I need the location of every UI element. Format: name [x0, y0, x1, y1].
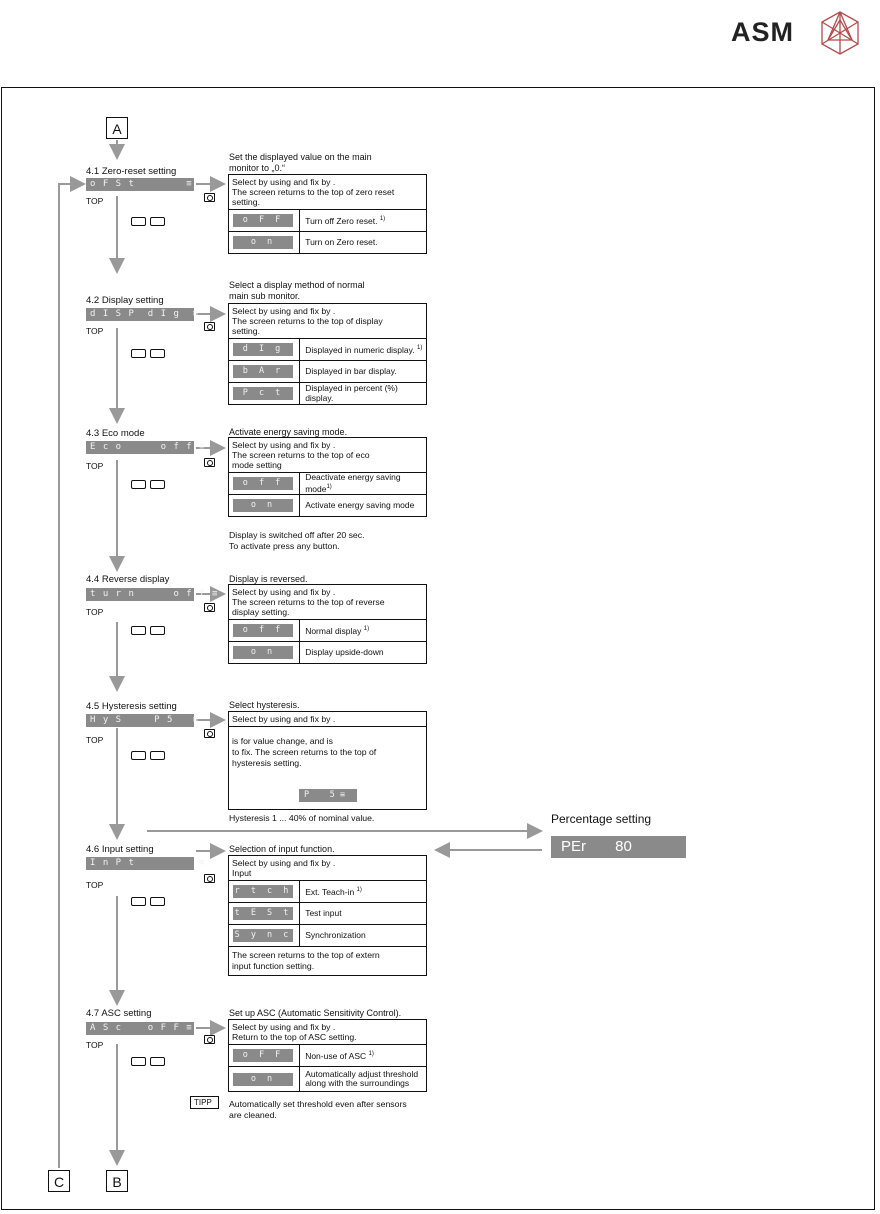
right-button-icon	[150, 626, 165, 635]
top-label: TOP	[86, 880, 104, 890]
left-button-icon	[131, 1057, 146, 1066]
arrow-buttons	[131, 893, 169, 911]
right-button-icon	[150, 349, 165, 358]
option-row: o n Display upside-down	[229, 641, 426, 663]
option-row: t E S t Test input	[229, 902, 426, 924]
top-label: TOP	[86, 196, 104, 206]
top-label: TOP	[86, 1040, 104, 1050]
settings-box: Select by using and fix by . The screen returns to the top of display setting. d I g Displayed in numeric display. $^{1)}$ b A r Displayed in bar display. P c t Displayed in percent (%) display.	[228, 303, 427, 405]
left-button-icon	[131, 626, 146, 635]
hysteresis-lcd: P 5 ≡	[299, 789, 357, 802]
settings-box: Select by using and fix by . is for value change, and is to fix. The screen returns to the top of hysteresis setting. P 5 ≡	[228, 711, 427, 810]
section-description: Set the displayed value on the main monitor to „0.“	[229, 152, 372, 173]
label-c: C	[48, 1170, 70, 1192]
left-button-icon	[131, 751, 146, 760]
option-row: b A r Displayed in bar display.	[229, 360, 426, 382]
section-title: 4.7 ASC setting	[86, 1008, 152, 1019]
tipp-badge: TIPP	[190, 1096, 219, 1109]
lcd-display: E c o o f f ≡	[86, 441, 194, 454]
arrow-buttons	[131, 747, 169, 765]
section-description: Select a display method of normal main sub monitor.	[229, 280, 365, 301]
option-row: d I g Displayed in numeric display. $^{1)}$	[229, 338, 426, 360]
lcd-display: t u r n o f f ≡	[86, 588, 194, 601]
top-label: TOP	[86, 326, 104, 336]
arrow-buttons	[131, 213, 169, 231]
arrow-buttons	[131, 345, 169, 363]
label-b: B	[106, 1170, 128, 1192]
section-description: Display is reversed.	[229, 574, 308, 584]
enter-button-icon	[204, 1035, 215, 1044]
top-label: TOP	[86, 607, 104, 617]
right-button-icon	[150, 1057, 165, 1066]
option-row: o f f Deactivate energy saving mode$^{1)}$	[229, 472, 426, 494]
right-button-icon	[150, 751, 165, 760]
section-description: Activate energy saving mode.	[229, 427, 348, 437]
left-button-icon	[131, 349, 146, 358]
option-row: o n Automatically adjust threshold along with the surroundings	[229, 1066, 426, 1091]
right-button-icon	[150, 217, 165, 226]
top-label: TOP	[86, 461, 104, 471]
option-row: S y n c Synchronization	[229, 924, 426, 946]
enter-button-icon	[204, 603, 215, 612]
label-a: A	[106, 117, 128, 139]
section-title: 4.4 Reverse display	[86, 574, 170, 585]
section-note: Display is switched off after 20 sec. To activate press any button.	[229, 530, 365, 551]
tipp-note: Automatically set threshold even after sensors are cleaned.	[229, 1099, 407, 1120]
percentage-title: Percentage setting	[551, 812, 652, 826]
brand-logo-text: ASM	[731, 17, 794, 47]
arrow-buttons	[131, 622, 169, 640]
top-label: TOP	[86, 735, 104, 745]
lcd-display: I n P t ≡	[86, 857, 194, 870]
section-description: Select hysteresis.	[229, 700, 300, 710]
option-row: P c t Displayed in percent (%) display.	[229, 382, 426, 404]
lcd-display: H y S P 5 ≡	[86, 714, 194, 727]
enter-button-icon	[204, 874, 215, 883]
section-title: 4.1 Zero-reset setting	[86, 166, 177, 177]
section-title: 4.3 Eco mode	[86, 428, 145, 439]
enter-button-icon	[204, 322, 215, 331]
arrow-buttons	[131, 476, 169, 494]
left-button-icon	[131, 480, 146, 489]
section-note: Hysteresis 1 ... 40% of nominal value.	[229, 813, 375, 823]
option-row: o F F Non-use of ASC $^{1)}$	[229, 1044, 426, 1066]
lcd-display: o F S t ≡	[86, 178, 194, 191]
left-button-icon	[131, 897, 146, 906]
right-button-icon	[150, 897, 165, 906]
arrow-buttons	[131, 1053, 169, 1071]
percentage-lcd: PEr 80	[551, 836, 686, 858]
right-button-icon	[150, 480, 165, 489]
lcd-display: A S c o F F ≡	[86, 1022, 194, 1035]
enter-button-icon	[204, 458, 215, 467]
enter-button-icon	[204, 729, 215, 738]
settings-box: Select by using and fix by . The screen returns to the top of zero reset setting. o F F Turn off Zero reset. $^{1)}$ o n Turn on Zero reset.	[228, 174, 427, 254]
section-title: 4.5 Hysteresis setting	[86, 701, 177, 712]
settings-box: Select by using and fix by . The screen returns to the top of eco mode setting o f f Deactivate energy saving mode$^{1)}$ o n Activate energy saving mode	[228, 437, 427, 517]
option-row: r t c h Ext. Teach-in $^{1)}$	[229, 880, 426, 902]
settings-box: Select by using and fix by . Return to the top of ASC setting. o F F Non-use of ASC $^{1)}$ o n Automatically adjust threshold along with the surroundings	[228, 1019, 427, 1092]
enter-button-icon	[204, 193, 215, 202]
section-description: Selection of input function.	[229, 844, 335, 854]
option-row: o f f Normal display $^{1)}$	[229, 619, 426, 641]
settings-box: Select by using and fix by . The screen returns to the top of reverse display setting. o f f Normal display $^{1)}$ o n Display upside-down	[228, 584, 427, 664]
option-row: o n Activate energy saving mode	[229, 494, 426, 516]
section-title: 4.6 Input setting	[86, 844, 154, 855]
section-title: 4.2 Display setting	[86, 295, 164, 306]
left-button-icon	[131, 217, 146, 226]
option-row: o F F Turn off Zero reset. $^{1)}$	[229, 209, 426, 231]
option-row: o n Turn on Zero reset.	[229, 231, 426, 253]
lcd-display: d I S P d I g ≡	[86, 308, 194, 321]
section-description: Set up ASC (Automatic Sensitivity Control).	[229, 1008, 402, 1018]
settings-box: Select by using and fix by . Input r t c h Ext. Teach-in $^{1)}$ t E S t Test input S y n c Synchronization The screen returns to the top of extern input function setting.	[228, 855, 427, 976]
